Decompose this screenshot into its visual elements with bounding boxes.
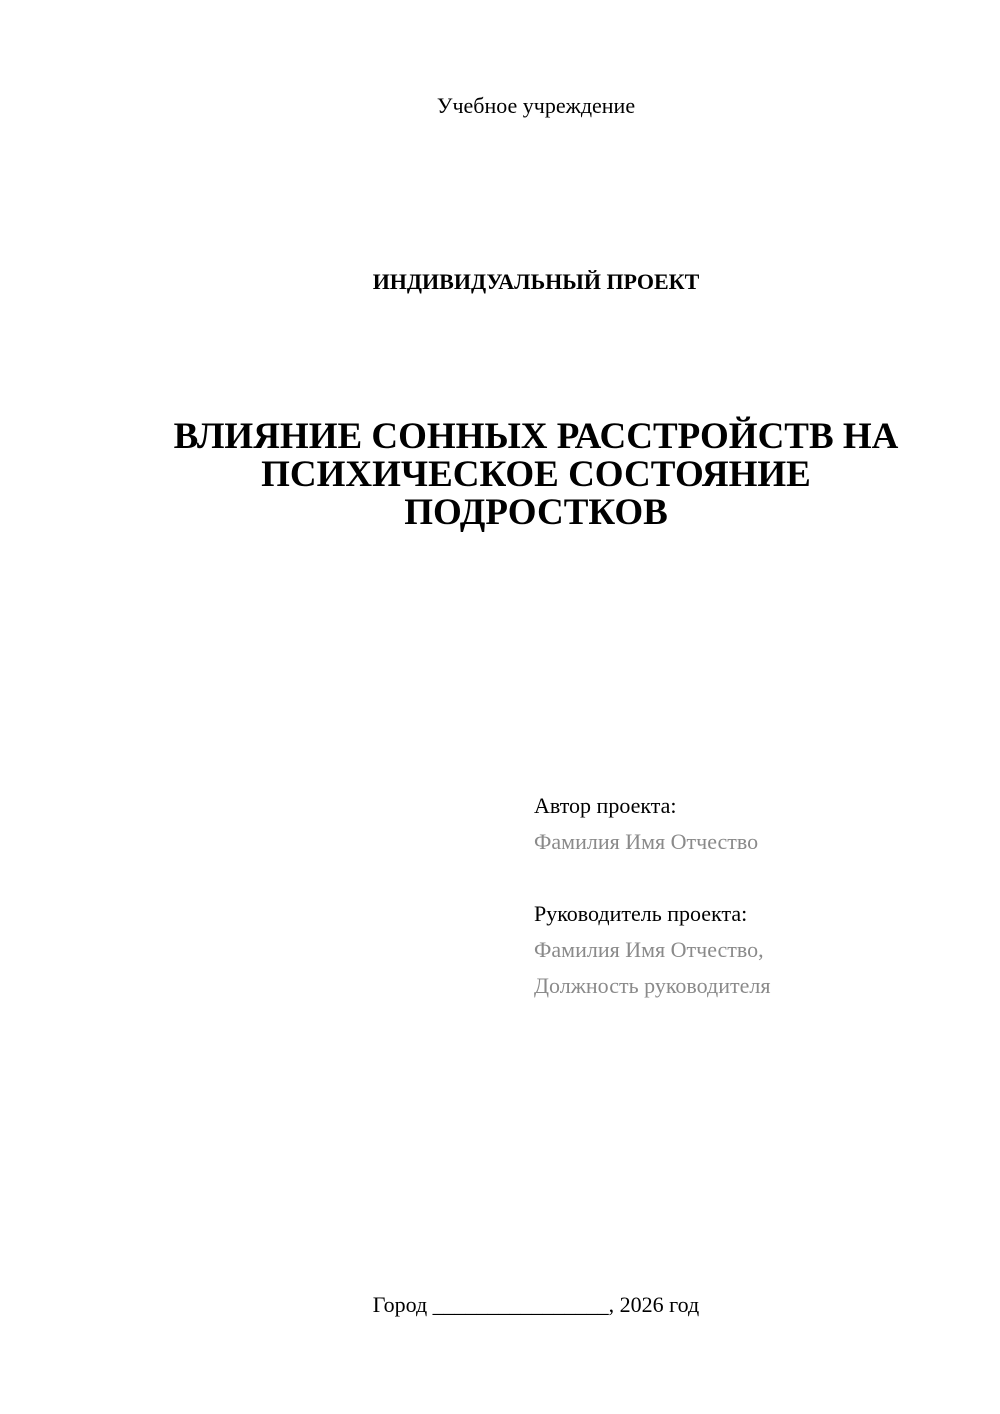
supervisor-label: Руководитель проекта: [534, 901, 748, 926]
project-title-line-3: ПОДРОСТКОВ [404, 492, 668, 533]
project-title-line-1: ВЛИЯНИЕ СОННЫХ РАССТРОЙСТВ НА [173, 416, 899, 457]
document-type: ИНДИВИДУАЛЬНЫЙ ПРОЕКТ [372, 269, 700, 294]
supervisor-position: Должность руководителя [534, 973, 771, 998]
authors-block [534, 788, 974, 1004]
institution-name: Учебное учреждение [436, 93, 636, 118]
author-name: Фамилия Имя Отчество [534, 829, 759, 854]
supervisor-name: Фамилия Имя Отчество, [534, 937, 764, 962]
project-title [100, 418, 972, 532]
author-label: Автор проекта: [534, 793, 677, 818]
project-title-line-2: ПСИХИЧЕСКОЕ СОСТОЯНИЕ [261, 454, 811, 495]
city-year-line: Город ________________, 2026 год [372, 1292, 700, 1317]
spacer [534, 860, 974, 896]
